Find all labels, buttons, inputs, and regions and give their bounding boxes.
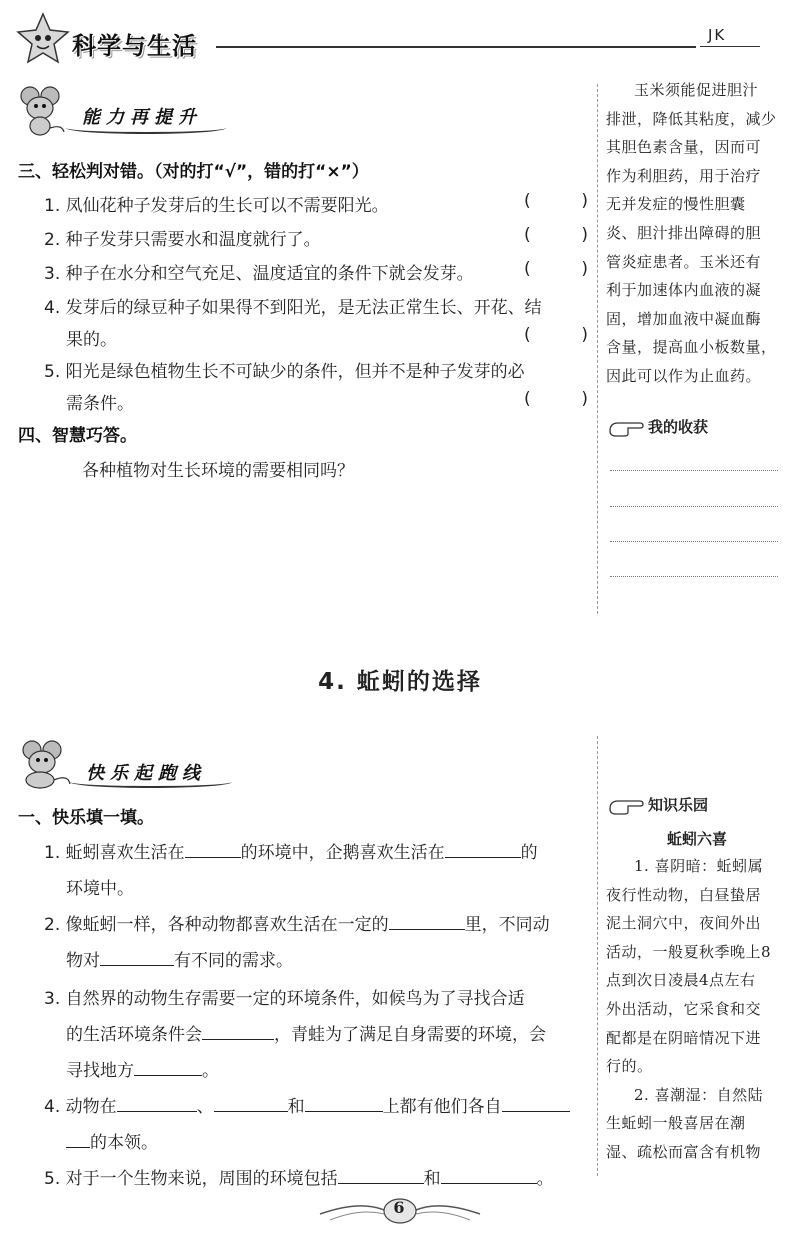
fill-item — [44, 1164, 554, 1189]
sidebar-line: 作为利胆药，用于治疗 — [606, 166, 762, 185]
fill-blank[interactable] — [100, 947, 174, 966]
judge-item-text-cont: 需条件。 — [66, 394, 134, 414]
fill-text: 寻找地方 — [66, 1061, 134, 1081]
fill-item — [44, 838, 538, 863]
section-banner-title: 快乐起跑线 — [86, 763, 206, 784]
paren-open: ( — [524, 259, 531, 279]
chapter-title: 4. 蚯蚓的选择 — [318, 669, 482, 695]
answer-line[interactable] — [610, 470, 778, 471]
sidebar-line: 外出活动，它采食和交 — [606, 999, 762, 1018]
pointing-hand-icon — [608, 417, 644, 437]
answer-parentheses[interactable] — [524, 389, 588, 409]
fill-text: 5. 对于一个生物来说，周围的环境包括 — [44, 1169, 338, 1189]
fill-blank[interactable] — [441, 1165, 537, 1184]
sidebar-fact — [606, 76, 788, 391]
question-heading: 一、快乐填一填。 — [18, 808, 154, 828]
knowledge-label: 知识乐园 — [648, 796, 709, 814]
fill-text: 里，不同动 — [464, 915, 550, 935]
harvest-heading — [608, 416, 708, 437]
answer-line[interactable] — [610, 506, 778, 507]
fill-text: 的生活环境条件会 — [66, 1025, 202, 1045]
sidebar-line: 1. 喜阴暗：蚯蚓属 — [634, 857, 764, 875]
answer-parentheses[interactable] — [524, 191, 588, 211]
fill-blank[interactable] — [338, 1165, 424, 1184]
header-code-underline — [700, 46, 760, 47]
sidebar-line: 含量，提高血小板数量， — [606, 338, 777, 357]
fill-text: 和 — [287, 1097, 305, 1117]
sidebar-line: 其胆色素含量，因而可 — [606, 138, 762, 157]
paren-close: ) — [581, 191, 588, 211]
banner-swoosh — [70, 776, 232, 788]
sidebar-line: 夜行性动物，白昼蛰居 — [606, 885, 762, 904]
sidebar-line: 生蚯蚓一般喜居在潮 — [606, 1114, 746, 1133]
sidebar-line: 管炎症患者。玉米还有 — [606, 252, 762, 271]
answer-line[interactable] — [610, 576, 778, 577]
fill-text: 。 — [536, 1169, 554, 1189]
paren-close: ) — [581, 259, 588, 279]
fill-text: 2. 像蚯蚓一样，各种动物都喜欢生活在一定的 — [44, 915, 389, 935]
fill-text: 上都有他们各自 — [382, 1097, 502, 1117]
mouse-mascot-icon — [16, 84, 68, 136]
answer-parentheses[interactable] — [524, 225, 588, 245]
answer-parentheses[interactable] — [524, 325, 588, 345]
fill-text: 1. 蚯蚓喜欢生活在 — [44, 843, 185, 863]
judge-item-text: 4. 发芽后的绿豆种子如果得不到阳光，是无法正常生长、开花、结 — [44, 298, 542, 318]
fill-item — [44, 1092, 570, 1117]
sidebar-line: 固，增加血液中凝血酶 — [606, 309, 762, 328]
sidebar-divider — [597, 84, 598, 614]
pointing-hand-icon — [608, 795, 644, 815]
fill-text: 。 — [202, 1061, 219, 1081]
question-heading: 三、轻松判对错。（对的打“√”，错的打“×”） — [18, 162, 369, 182]
open-question-text: 各种植物对生长环境的需要相同吗？ — [82, 461, 354, 481]
sidebar-line: 利于加速体内血液的凝 — [606, 281, 762, 300]
fill-blank[interactable] — [66, 1129, 90, 1148]
fill-blank[interactable] — [305, 1093, 383, 1112]
fill-text: 和 — [423, 1169, 441, 1189]
fill-text: 的 — [520, 843, 538, 863]
paren-open: ( — [524, 389, 531, 409]
sidebar-line: 排泄，降低其粘度，减少 — [606, 109, 777, 128]
judge-item-text: 5. 阳光是绿色植物生长不可缺少的条件，但并不是种子发芽的必 — [44, 362, 525, 382]
sidebar-line: 点到次日凌晨4点左右 — [606, 971, 756, 990]
fill-item-cont — [66, 946, 293, 971]
sidebar-line: 2. 喜潮湿：自然陆 — [634, 1085, 764, 1104]
knowledge-heading — [608, 794, 708, 815]
sidebar-line: 活动，一般夏秋季晚上8 — [606, 942, 772, 961]
knowledge-subtitle: 蚯蚓六喜 — [666, 830, 727, 848]
answer-parentheses[interactable] — [524, 259, 588, 279]
page-number: 6 — [393, 1198, 405, 1217]
fill-item-cont — [66, 1020, 546, 1045]
fill-text: 物对 — [66, 951, 100, 971]
judge-item-text-cont: 果的。 — [66, 330, 117, 350]
paren-close: ) — [581, 225, 588, 245]
header-code: JK — [708, 26, 727, 44]
paren-open: ( — [524, 225, 531, 245]
sidebar-fact — [606, 852, 788, 1167]
fill-text: 的本领。 — [90, 1133, 158, 1153]
sidebar-line: 因此可以作为止血药。 — [606, 366, 762, 385]
fill-text: 的环境中，企鹅喜欢生活在 — [240, 843, 445, 863]
sidebar-line: 湿、疏松而富含有机物 — [606, 1142, 762, 1161]
banner-swoosh — [66, 122, 226, 134]
sidebar-line: 泥土洞穴中，夜间外出 — [606, 914, 762, 933]
question-heading: 四、智慧巧答。 — [18, 426, 137, 446]
paren-open: ( — [524, 325, 531, 345]
fill-text: 4. 动物在 — [44, 1097, 117, 1117]
judge-item-text: 2. 种子发芽只需要水和温度就行了。 — [44, 230, 321, 250]
fill-blank[interactable] — [445, 839, 521, 858]
sidebar-line: 炎、胆汁排出障碍的胆 — [606, 223, 762, 242]
sidebar-line: 配都是在阴暗情况下进 — [606, 1028, 762, 1047]
fill-blank[interactable] — [389, 911, 465, 930]
paren-close: ) — [581, 325, 588, 345]
fill-blank[interactable] — [117, 1093, 197, 1112]
sidebar-line: 行的。 — [606, 1057, 653, 1076]
fill-text: ，青蛙为了满足自身需要的环境，会 — [274, 1025, 546, 1045]
fill-blank[interactable] — [502, 1093, 570, 1112]
header-logo — [14, 12, 72, 66]
fill-blank[interactable] — [202, 1021, 274, 1040]
header-title: 科学与生活 — [72, 32, 197, 60]
paren-open: ( — [524, 191, 531, 211]
sidebar-line: 无并发症的慢性胆囊 — [606, 195, 746, 214]
answer-line[interactable] — [610, 541, 778, 542]
paren-close: ) — [581, 389, 588, 409]
section-banner-title: 能力再提升 — [82, 107, 202, 128]
fill-item-cont — [66, 1056, 219, 1081]
fill-blank[interactable] — [134, 1057, 202, 1076]
fill-blank[interactable] — [185, 839, 241, 858]
star-mascot-icon — [14, 12, 72, 66]
fill-text: 、 — [196, 1097, 214, 1117]
header-divider — [216, 46, 696, 48]
sidebar-divider — [597, 736, 598, 1176]
judge-item-text: 1. 凤仙花种子发芽后的生长可以不需要阳光。 — [44, 196, 389, 216]
fill-item-cont — [66, 1128, 158, 1153]
fill-item — [44, 910, 550, 935]
mouse-mascot-icon — [16, 738, 72, 790]
sidebar-line: 玉米须能促进胆汁 — [634, 81, 759, 99]
fill-blank[interactable] — [214, 1093, 288, 1112]
harvest-label: 我的收获 — [648, 418, 709, 436]
fill-text: 有不同的需求。 — [174, 951, 293, 971]
fill-item: 3. 自然界的动物生存需要一定的环境条件，如候鸟为了寻找合适 — [44, 989, 525, 1009]
fill-item-cont: 环境中。 — [66, 879, 134, 899]
judge-item-text: 3. 种子在水分和空气充足、温度适宜的条件下就会发芽。 — [44, 264, 474, 284]
